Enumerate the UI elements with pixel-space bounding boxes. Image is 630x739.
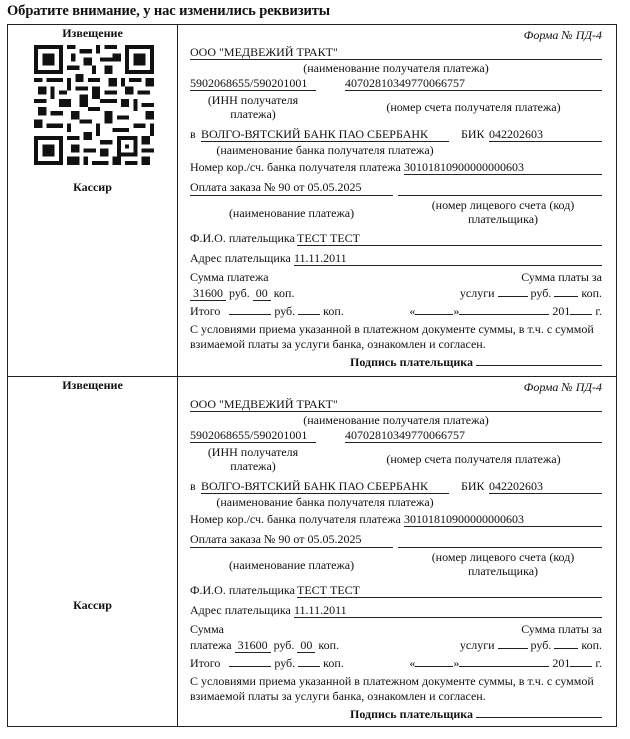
sum-label: Сумма платежа — [190, 270, 269, 284]
bank-prefix: в — [190, 479, 196, 493]
receipt-left-column — [8, 25, 178, 376]
personal-account-caption: (номер лицевого счета (код) плательщика) — [431, 198, 575, 226]
account-field: 40702810349770066757 — [345, 75, 602, 91]
corr-account-field: 30101810900000000603 — [404, 159, 602, 175]
terms-line-2: взимаемой платы за услуги банка, ознакомлен и согласен. — [190, 689, 486, 703]
signature-row — [350, 707, 602, 721]
signature-row — [350, 355, 602, 369]
cashier-label: Кассир — [73, 180, 112, 194]
service-fee-label: Сумма платы за — [521, 622, 602, 636]
service-fee-label: Сумма платы за — [521, 270, 602, 284]
receipt-notice-section — [8, 25, 616, 377]
form-number: Форма № ПД-4 — [523, 28, 602, 42]
bik-label: БИК — [461, 127, 485, 141]
inn-field: 5902068655/590201001 — [190, 427, 316, 443]
address-field: 11.11.2011 — [294, 602, 602, 618]
payer-field: ТЕСТ ТЕСТ — [297, 230, 602, 246]
inn-field: 5902068655/590201001 — [190, 75, 316, 91]
payer-label: Ф.И.О. плательщика — [190, 583, 295, 597]
payment-name-caption: (наименование платежа) — [228, 206, 355, 220]
payment-name-caption: (наименование платежа) — [228, 558, 355, 572]
receipt-left-column — [8, 377, 178, 727]
terms-line-1: С условиями приема указанной в платежном документе суммы, в т.ч. с суммой — [190, 322, 594, 336]
cashier-label: Кассир — [73, 598, 112, 612]
terms-line-2: взимаемой платы за услуги банка, ознакомлен и согласен. — [190, 337, 486, 351]
bank-field: ВОЛГО-ВЯТСКИЙ БАНК ПАО СБЕРБАНК — [201, 126, 449, 142]
recipient-name-caption: (наименование получателя платежа) — [303, 61, 489, 75]
receipt-check-section — [8, 377, 616, 727]
receipt-table — [7, 24, 617, 727]
bank-caption: (наименование банка получателя платежа) — [216, 495, 434, 509]
form-number: Форма № ПД-4 — [523, 380, 602, 394]
receipt-form — [178, 25, 616, 376]
total-row: Итого руб. коп. — [190, 304, 344, 318]
signature-label: Подпись плательщика — [350, 355, 473, 369]
payer-field: ТЕСТ ТЕСТ — [297, 582, 602, 598]
sum-row: платежа 31600 руб. 00 коп. — [190, 638, 340, 652]
payment-name-field: Оплата заказа № 90 от 05.05.2025 — [190, 531, 393, 548]
signature-line — [476, 355, 602, 366]
inn-caption: (ИНН получателя платежа) — [207, 445, 299, 473]
personal-account-field — [398, 531, 602, 548]
sum-rub: 31600 — [235, 638, 271, 653]
notice-title: Извещение — [62, 378, 123, 392]
corr-account-field: 30101810900000000603 — [404, 511, 602, 527]
service-fee-row: услуги руб. коп. — [459, 638, 602, 652]
bank-caption: (наименование банка получателя платежа) — [216, 143, 434, 157]
account-field: 40702810349770066757 — [345, 427, 602, 443]
account-caption: (номер счета получателя платежа) — [386, 100, 561, 114]
bik-field: 042202603 — [489, 478, 602, 494]
recipient-name-caption: (наименование получателя платежа) — [303, 413, 489, 427]
address-field: 11.11.2011 — [294, 250, 602, 266]
personal-account-caption: (номер лицевого счета (код) плательщика) — [431, 550, 575, 578]
recipient-name-field: ООО "МЕДВЕЖИЙ ТРАКТ" — [190, 44, 602, 60]
sum-label: Сумма — [190, 622, 224, 636]
sum-rub: 31600 — [190, 286, 226, 301]
sum-kop: 00 — [297, 638, 315, 653]
bank-prefix: в — [190, 127, 196, 141]
recipient-name-field: ООО "МЕДВЕЖИЙ ТРАКТ" — [190, 396, 602, 412]
account-caption: (номер счета получателя платежа) — [386, 452, 561, 466]
receipt-form — [178, 377, 616, 727]
signature-line — [476, 707, 602, 718]
date-row: « » 201 г. — [409, 656, 602, 670]
service-fee-row: услуги руб. коп. — [459, 286, 602, 300]
inn-caption: (ИНН получателя платежа) — [207, 93, 299, 121]
sum-kop: 00 — [253, 286, 271, 301]
sum-row: 31600 руб. 00 коп. — [190, 286, 294, 300]
date-row: « » 201 г. — [409, 304, 602, 318]
personal-account-field — [398, 179, 602, 196]
qr-code-icon — [34, 45, 154, 165]
terms-line-1: С условиями приема указанной в платежном документе суммы, в т.ч. с суммой — [190, 674, 594, 688]
payment-name-field: Оплата заказа № 90 от 05.05.2025 — [190, 179, 393, 196]
corr-label: Номер кор./сч. банка получателя платежа — [190, 160, 401, 174]
payer-label: Ф.И.О. плательщика — [190, 231, 295, 245]
signature-label: Подпись плательщика — [350, 707, 473, 721]
notice-heading: Обратите внимание, у нас изменились реквизиты — [7, 3, 331, 19]
total-row: Итого руб. коп. — [190, 656, 344, 670]
notice-title: Извещение — [62, 26, 123, 40]
bik-field: 042202603 — [489, 126, 602, 142]
address-label: Адрес плательщика — [190, 251, 291, 265]
bik-label: БИК — [461, 479, 485, 493]
address-label: Адрес плательщика — [190, 603, 291, 617]
corr-label: Номер кор./сч. банка получателя платежа — [190, 512, 401, 526]
bank-field: ВОЛГО-ВЯТСКИЙ БАНК ПАО СБЕРБАНК — [201, 478, 449, 494]
